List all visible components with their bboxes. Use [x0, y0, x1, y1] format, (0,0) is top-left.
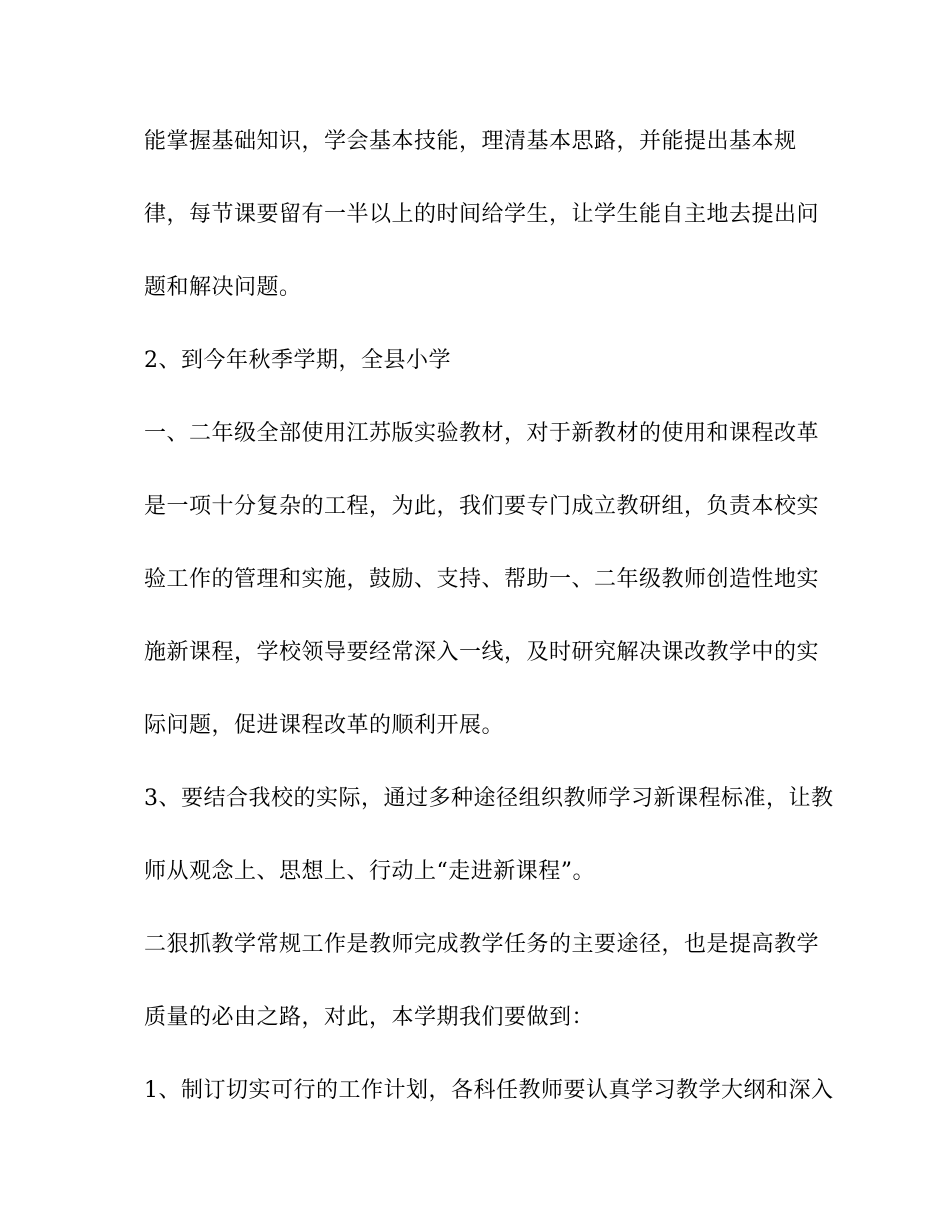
text-line: 是一项十分复杂的工程，为此，我们要专门成立教研组，负责本校实	[144, 494, 820, 519]
text-line: 二狠抓教学常规工作是教师完成教学任务的主要途径，也是提高教学	[144, 932, 820, 957]
text-line: 验工作的管理和实施，鼓励、支持、帮助一、二年级教师创造性地实	[144, 567, 820, 592]
text-line: 3、要结合我校的实际，通过多种途径组织教师学习新课程标准，让教	[144, 786, 834, 811]
text-line: 际问题，促进课程改革的顺利开展。	[144, 713, 505, 738]
text-line: 2、到今年秋季学期，全县小学	[144, 348, 451, 373]
text-line: 1、制订切实可行的工作计划，各科任教师要认真学习教学大纲和深入	[144, 1078, 834, 1103]
text-line: 一、二年级全部使用江苏版实验教材，对于新教材的使用和课程改革	[144, 421, 820, 446]
text-line: 师从观念上、思想上、行动上“走进新课程”。	[144, 859, 595, 884]
text-line: 律，每节课要留有一半以上的时间给学生，让学生能自主地去提出问	[144, 202, 820, 227]
text-line: 能掌握基础知识，学会基本技能，理清基本思路，并能提出基本规	[144, 129, 797, 154]
text-line: 施新课程，学校领导要经常深入一线，及时研究解决课改教学中的实	[144, 640, 820, 665]
text-line: 题和解决问题。	[144, 275, 302, 300]
text-line: 质量的必由之路，对此，本学期我们要做到：	[144, 1005, 595, 1030]
